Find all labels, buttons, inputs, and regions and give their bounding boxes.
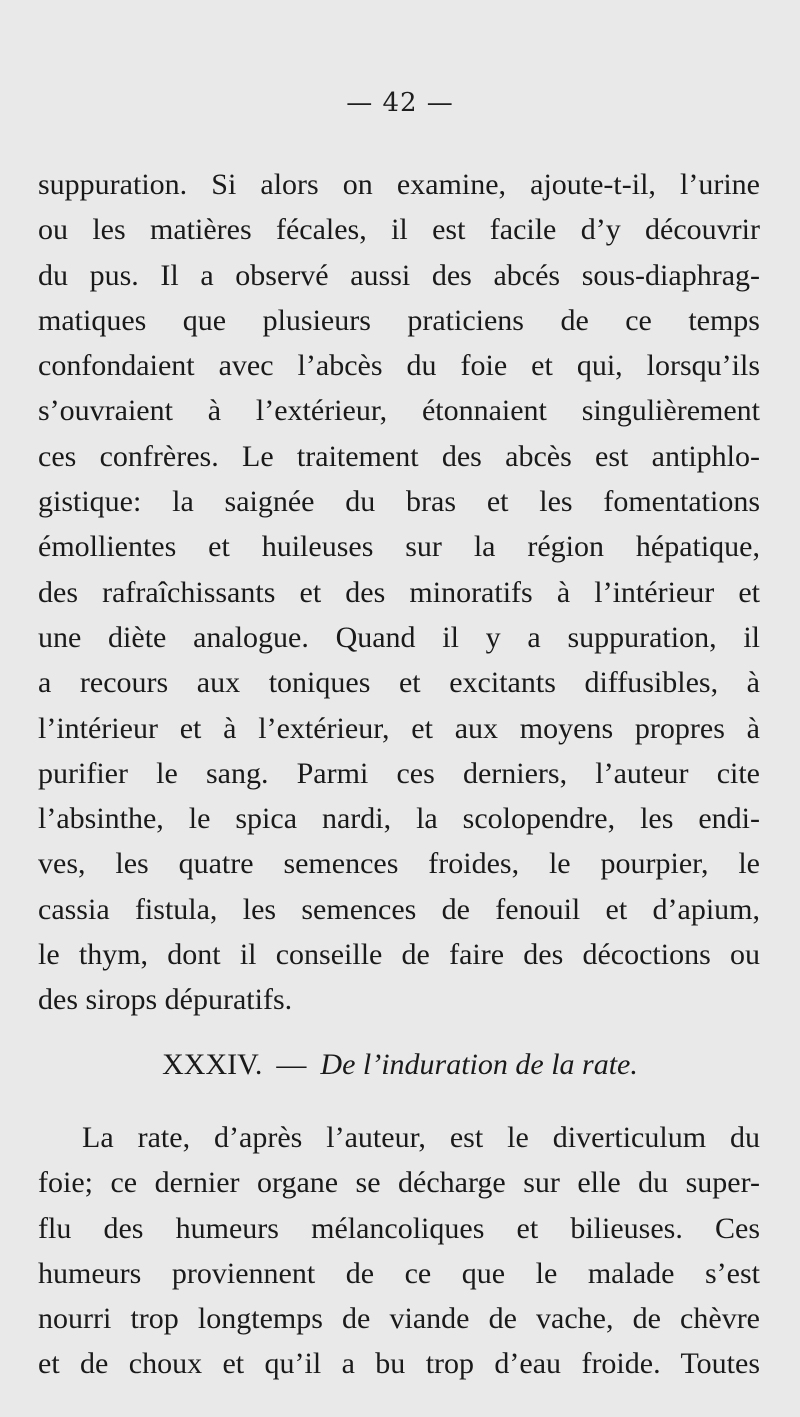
page-number: — 42 — xyxy=(346,88,454,118)
text-line: cassia fistula, les semences de fenouil et d’apium, xyxy=(38,892,760,926)
section-number: XXXIV. xyxy=(162,1048,263,1081)
text-line: ou les matières fécales, il est facile d’y découvrir xyxy=(38,213,760,247)
text-line: matiques que plusieurs praticiens de ce temps xyxy=(38,303,760,337)
text-line: La rate, d’après l’auteur, est le diverticulum du xyxy=(82,1121,760,1154)
text-line: gistique: la saignée du bras et les fomentations xyxy=(38,485,760,519)
section-heading xyxy=(0,1048,800,1082)
text-line: nourri trop longtemps de viande de vache, de chèvre xyxy=(38,1302,760,1336)
text-line: et de choux et qu’il a bu trop d’eau froide. Toutes xyxy=(38,1347,760,1381)
text-line: a recours aux toniques et excitants diffusibles, à xyxy=(38,666,760,700)
text-line: une diète analogue. Quand il y a suppuration, il xyxy=(38,620,760,654)
text-line: l’absinthe, le spica nardi, la scolopendre, les endi- xyxy=(38,802,760,836)
text-line: émollientes et huileuses sur la région hépatique, xyxy=(38,530,760,564)
text-line: foie; ce dernier organe se décharge sur elle du super- xyxy=(38,1166,760,1200)
text-line: flu des humeurs mélancoliques et bilieuses. Ces xyxy=(38,1211,760,1245)
text-line: ves, les quatre semences froides, le pourpier, le xyxy=(38,847,760,881)
paragraph-1 xyxy=(38,162,760,1023)
text-line: purifier le sang. Parmi ces derniers, l’auteur cite xyxy=(38,756,760,790)
text-line: suppuration. Si alors on examine, ajoute-t-il, l’urine xyxy=(38,168,760,201)
text-line: confondaient avec l’abcès du foie et qui, lorsqu’ils xyxy=(38,349,760,383)
text-line: l’intérieur et à l’extérieur, et aux moyens propres à xyxy=(38,711,760,745)
section-title: De l’induration de la rate. xyxy=(320,1048,638,1081)
text-line: des rafraîchissants et des minoratifs à l’intérieur et xyxy=(38,575,760,609)
text-line: le thym, dont il conseille de faire des décoctions ou xyxy=(38,938,760,972)
text-line: humeurs proviennent de ce que le malade s’est xyxy=(38,1256,760,1290)
text-line: s’ouvraient à l’extérieur, étonnaient singulièrement xyxy=(38,394,760,428)
text-line: du pus. Il a observé aussi des abcés sous-diaphrag- xyxy=(38,258,760,292)
section-dash: — xyxy=(276,1048,307,1081)
text-line: ces confrères. Le traitement des abcès est antiphlo- xyxy=(38,439,760,473)
text-line: des sirops dépuratifs. xyxy=(38,983,293,1017)
paragraph-2 xyxy=(38,1115,760,1387)
